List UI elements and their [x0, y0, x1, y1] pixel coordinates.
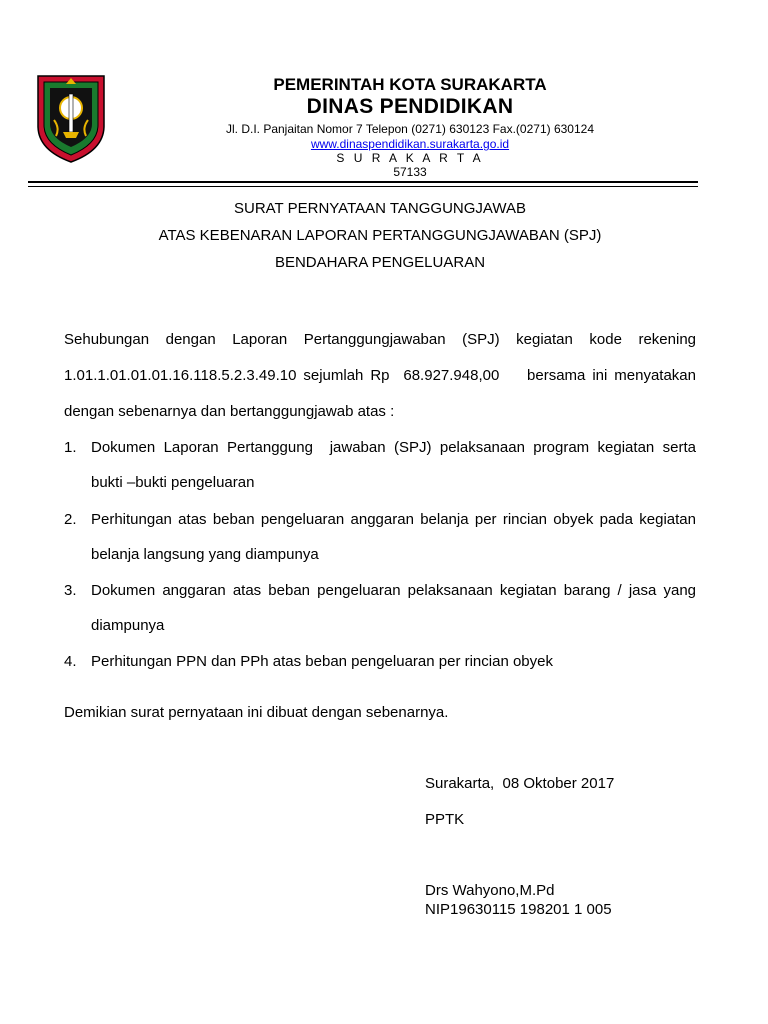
- place-date: Surakarta, 08 Oktober 2017: [425, 775, 615, 792]
- list-item-number: 3.: [64, 582, 77, 599]
- department-name: DINAS PENDIDIKAN: [306, 95, 514, 118]
- closing-statement: Demikian surat pernyataan ini dibuat dengan sebenarnya.: [64, 704, 449, 721]
- list-item-number: 4.: [64, 653, 77, 670]
- signer-name: Drs Wahyono,M.Pd: [425, 882, 555, 899]
- website-link[interactable]: www.dinaspendidikan.surakarta.go.id: [310, 137, 510, 151]
- list-item-text: Perhitungan PPN dan PPh atas beban pengeluaran per rincian obyek: [91, 653, 553, 670]
- document-title-line-2: ATAS KEBENARAN LAPORAN PERTANGGUNGJAWABAN (SPJ): [158, 227, 602, 244]
- list-item-text: Dokumen anggaran atas beban pengeluaran pelaksanaan kegiatan barang / jasa yang: [91, 582, 696, 599]
- intro-line-2: 1.01.1.01.01.01.16.118.5.2.3.49.10 sejumlah Rp 68.927.948,00 bersama ini menyatakan: [64, 367, 696, 384]
- postal-code: 57133: [393, 165, 427, 179]
- city-name: S U R A K A R T A: [336, 151, 484, 165]
- document-title-line-1: SURAT PERNYATAAN TANGGUNGJAWAB: [234, 200, 526, 217]
- letterhead-divider-thick: [28, 181, 698, 183]
- list-item-number: 2.: [64, 511, 77, 528]
- list-item-text: belanja langsung yang diampunya: [91, 546, 319, 563]
- intro-line-3: dengan sebenarnya dan bertanggungjawab atas :: [64, 403, 395, 420]
- document-title-line-3: BENDAHARA PENGELUARAN: [274, 254, 486, 271]
- letterhead-divider-thin: [28, 186, 698, 187]
- list-item-text: Dokumen Laporan Pertanggung jawaban (SPJ) pelaksanaan program kegiatan serta: [91, 439, 696, 456]
- list-item-text: Perhitungan atas beban pengeluaran anggaran belanja per rincian obyek pada kegiatan: [91, 511, 696, 528]
- intro-line-1: Sehubungan dengan Laporan Pertanggungjawaban (SPJ) kegiatan kode rekening: [64, 331, 696, 348]
- list-item-number: 1.: [64, 439, 77, 456]
- list-item-text: diampunya: [91, 617, 165, 634]
- signer-role: PPTK: [425, 811, 465, 828]
- government-name: PEMERINTAH KOTA SURAKARTA: [273, 75, 547, 94]
- list-item-text: bukti –bukti pengeluaran: [91, 474, 255, 491]
- city-emblem-icon: [36, 74, 106, 164]
- signer-nip: NIP19630115 198201 1 005: [425, 901, 612, 918]
- address-line: Jl. D.I. Panjaitan Nomor 7 Telepon (0271) 630123 Fax.(0271) 630124: [225, 122, 594, 136]
